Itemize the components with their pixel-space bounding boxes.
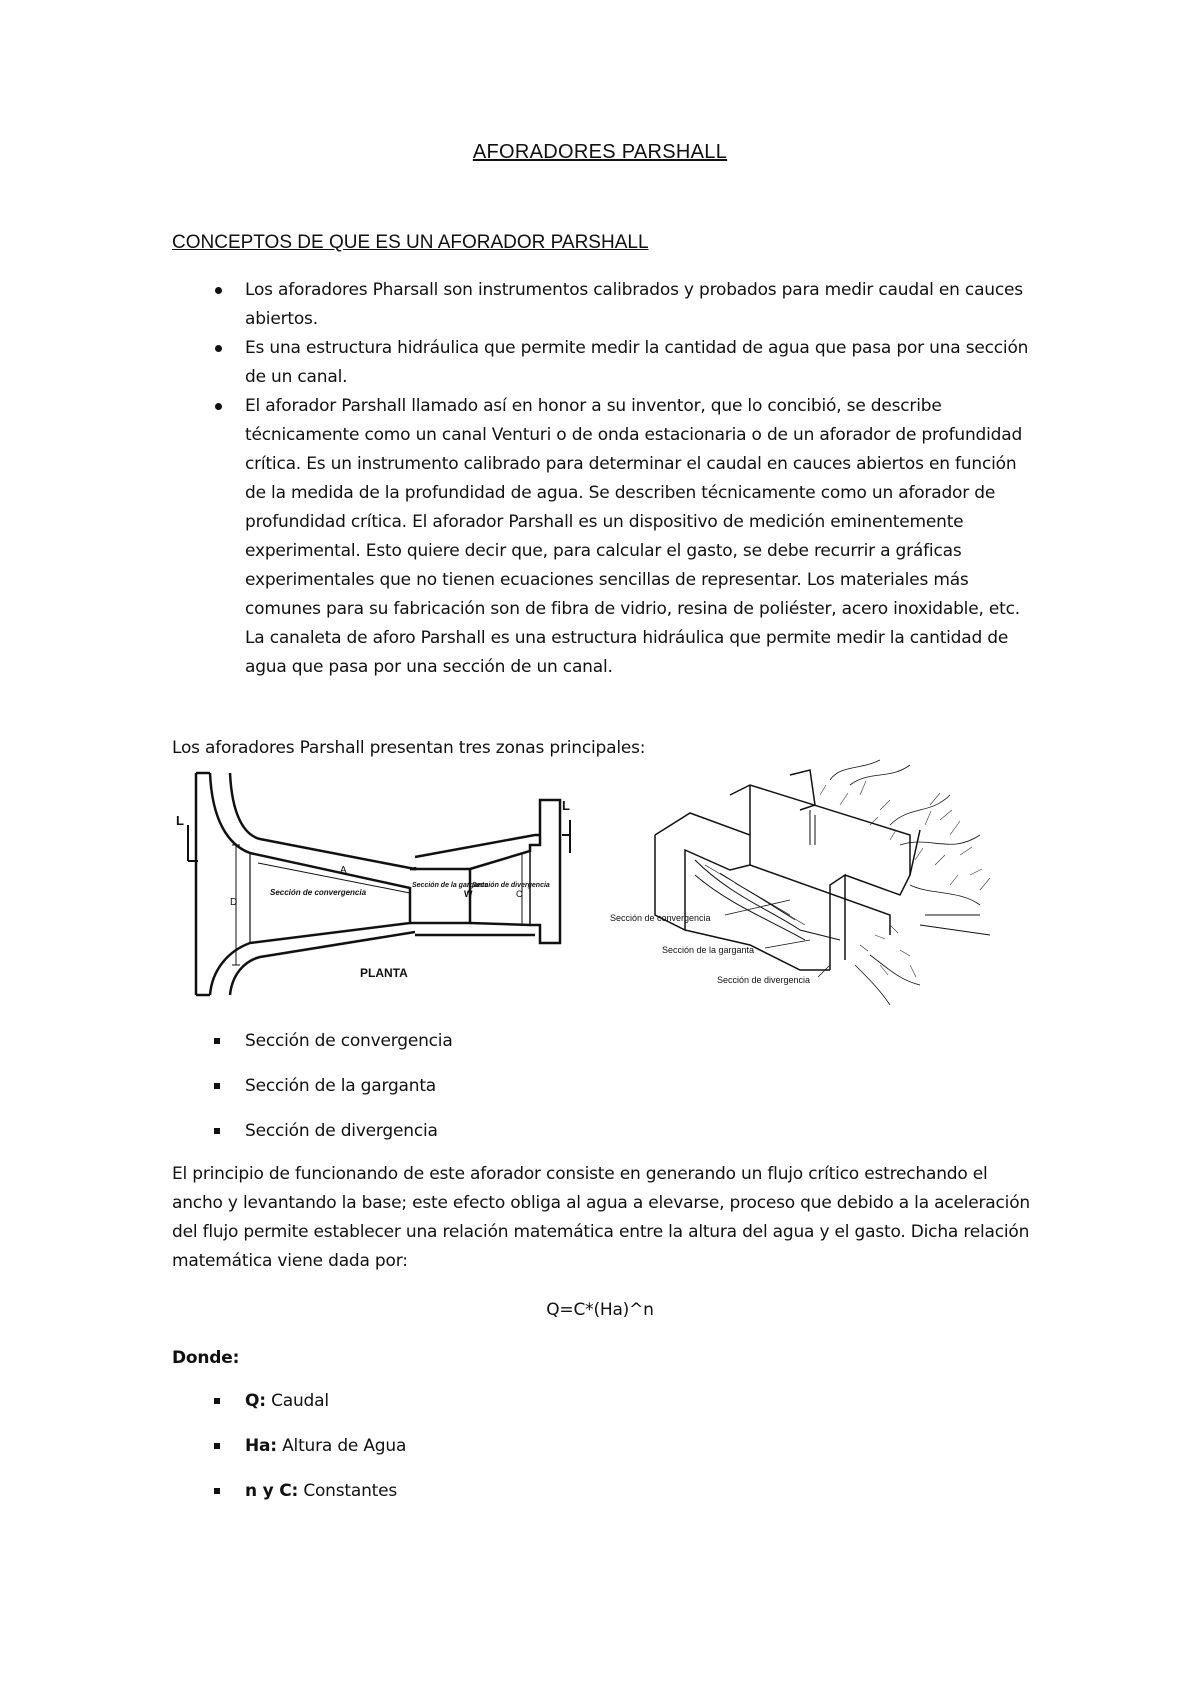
donde-label: Donde: (172, 1348, 240, 1368)
square-bullet-icon (214, 1488, 220, 1494)
isometric-view-diagram (655, 760, 990, 1005)
label-divergencia-iso: Sección de divergencia (717, 975, 811, 985)
label-divergencia-plan: Sección de divergencia (472, 882, 550, 889)
plan-view-labels (176, 798, 570, 980)
parshall-diagrams (176, 765, 1040, 1015)
list-item-text: Sección de convergencia (245, 1031, 453, 1051)
document-title: AFORADORES PARSHALL (472, 141, 728, 163)
list-item (172, 276, 1042, 334)
list-item-text: Los aforadores Pharsall son instrumentos calibrados y probados para medir caudal en cauces abiertos. (245, 280, 1023, 329)
list-item (172, 1072, 453, 1117)
label-garganta-plan: Sección de la garganta (412, 882, 489, 889)
label-l-right: L (562, 798, 570, 813)
list-item (172, 1387, 406, 1432)
section-heading: CONCEPTOS DE QUE ES UN AFORADOR PARSHALL (172, 232, 649, 253)
isometric-view-labels (610, 913, 810, 985)
isometric-view-leaders (725, 900, 830, 977)
definition-term: n y C: (245, 1481, 299, 1501)
parshall-figure (176, 765, 1040, 1015)
square-bullet-icon (214, 1443, 220, 1449)
sections-list (172, 1027, 453, 1162)
definition-term: Q: (245, 1391, 266, 1411)
list-item-text: Sección de la garganta (245, 1076, 437, 1096)
square-bullet-icon (214, 1038, 220, 1044)
square-bullet-icon (214, 1083, 220, 1089)
zones-intro: Los aforadores Parshall presentan tres zonas principales: (172, 738, 646, 758)
definition-desc: Constantes (298, 1481, 398, 1501)
list-item (172, 392, 1042, 682)
bullet-icon (215, 345, 222, 352)
list-item (172, 334, 1042, 392)
label-w: W (464, 889, 473, 899)
principle-paragraph: El principio de funcionando de este aforador consiste en generando un flujo crítico estrechando el ancho y levantando la base; este efecto obliga al agua a elevarse, proceso que debido a la aceleración del flujo permite establecer una relación matemática entre la altura del agua y el gasto. Dicha relación matemática viene dada por: (172, 1164, 1030, 1271)
bullet-icon (215, 403, 222, 410)
definition-desc: Altura de Agua (276, 1436, 407, 1456)
bullet-icon (215, 287, 222, 294)
label-a: A (340, 865, 347, 876)
label-d: D (230, 897, 238, 908)
list-item (172, 1477, 406, 1522)
list-item (172, 1027, 453, 1072)
list-item-text: Sección de divergencia (245, 1121, 438, 1141)
label-garganta-iso: Sección de la garganta (662, 945, 755, 955)
label-convergencia-iso: Sección de convergencia (610, 913, 711, 923)
list-item-text: El aforador Parshall llamado así en honor a su inventor, que lo concibió, se describe técnicamente como un canal Venturi o de onda estacionaria o de un aforador de profundidad crítica. Es un instrumento calibrado para determinar el caudal en cauces abiertos en función de la medida de la profundidad de agua. Se describen técnicamente como un aforador de profundidad crítica. El aforador Parshall es un dispositivo de medición eminentemente experimental. Esto quiere decir que, para calcular el gasto, se debe recurrir a gráficas experimentales que no tienen ecuaciones sencillas de representar. Los materiales más comunes para su fabricación son de fibra de vidrio, resina de poliéster, acero inoxidable, etc. La canaleta de aforo Parshall es una estructura hidráulica que permite medir la cantidad de agua que pasa por una sección de un canal. (245, 396, 1023, 677)
label-planta: PLANTA (360, 966, 408, 980)
label-l-left: L (176, 813, 184, 828)
list-item-text: Es una estructura hidráulica que permite medir la cantidad de agua que pasa por una sección de un canal. (245, 338, 1029, 387)
list-item (172, 1432, 406, 1477)
definition-term: Ha: (245, 1436, 277, 1456)
square-bullet-icon (214, 1128, 220, 1134)
square-bullet-icon (214, 1398, 220, 1404)
definitions-list (172, 1387, 406, 1522)
concept-list (172, 276, 1042, 682)
label-c: C (516, 889, 523, 899)
formula: Q=C*(Ha)^n (546, 1300, 654, 1320)
definition-desc: Caudal (265, 1391, 329, 1411)
list-item (172, 1117, 453, 1162)
label-convergencia-plan: Sección de convergencia (270, 888, 367, 897)
plan-view-dimensions (188, 820, 570, 965)
